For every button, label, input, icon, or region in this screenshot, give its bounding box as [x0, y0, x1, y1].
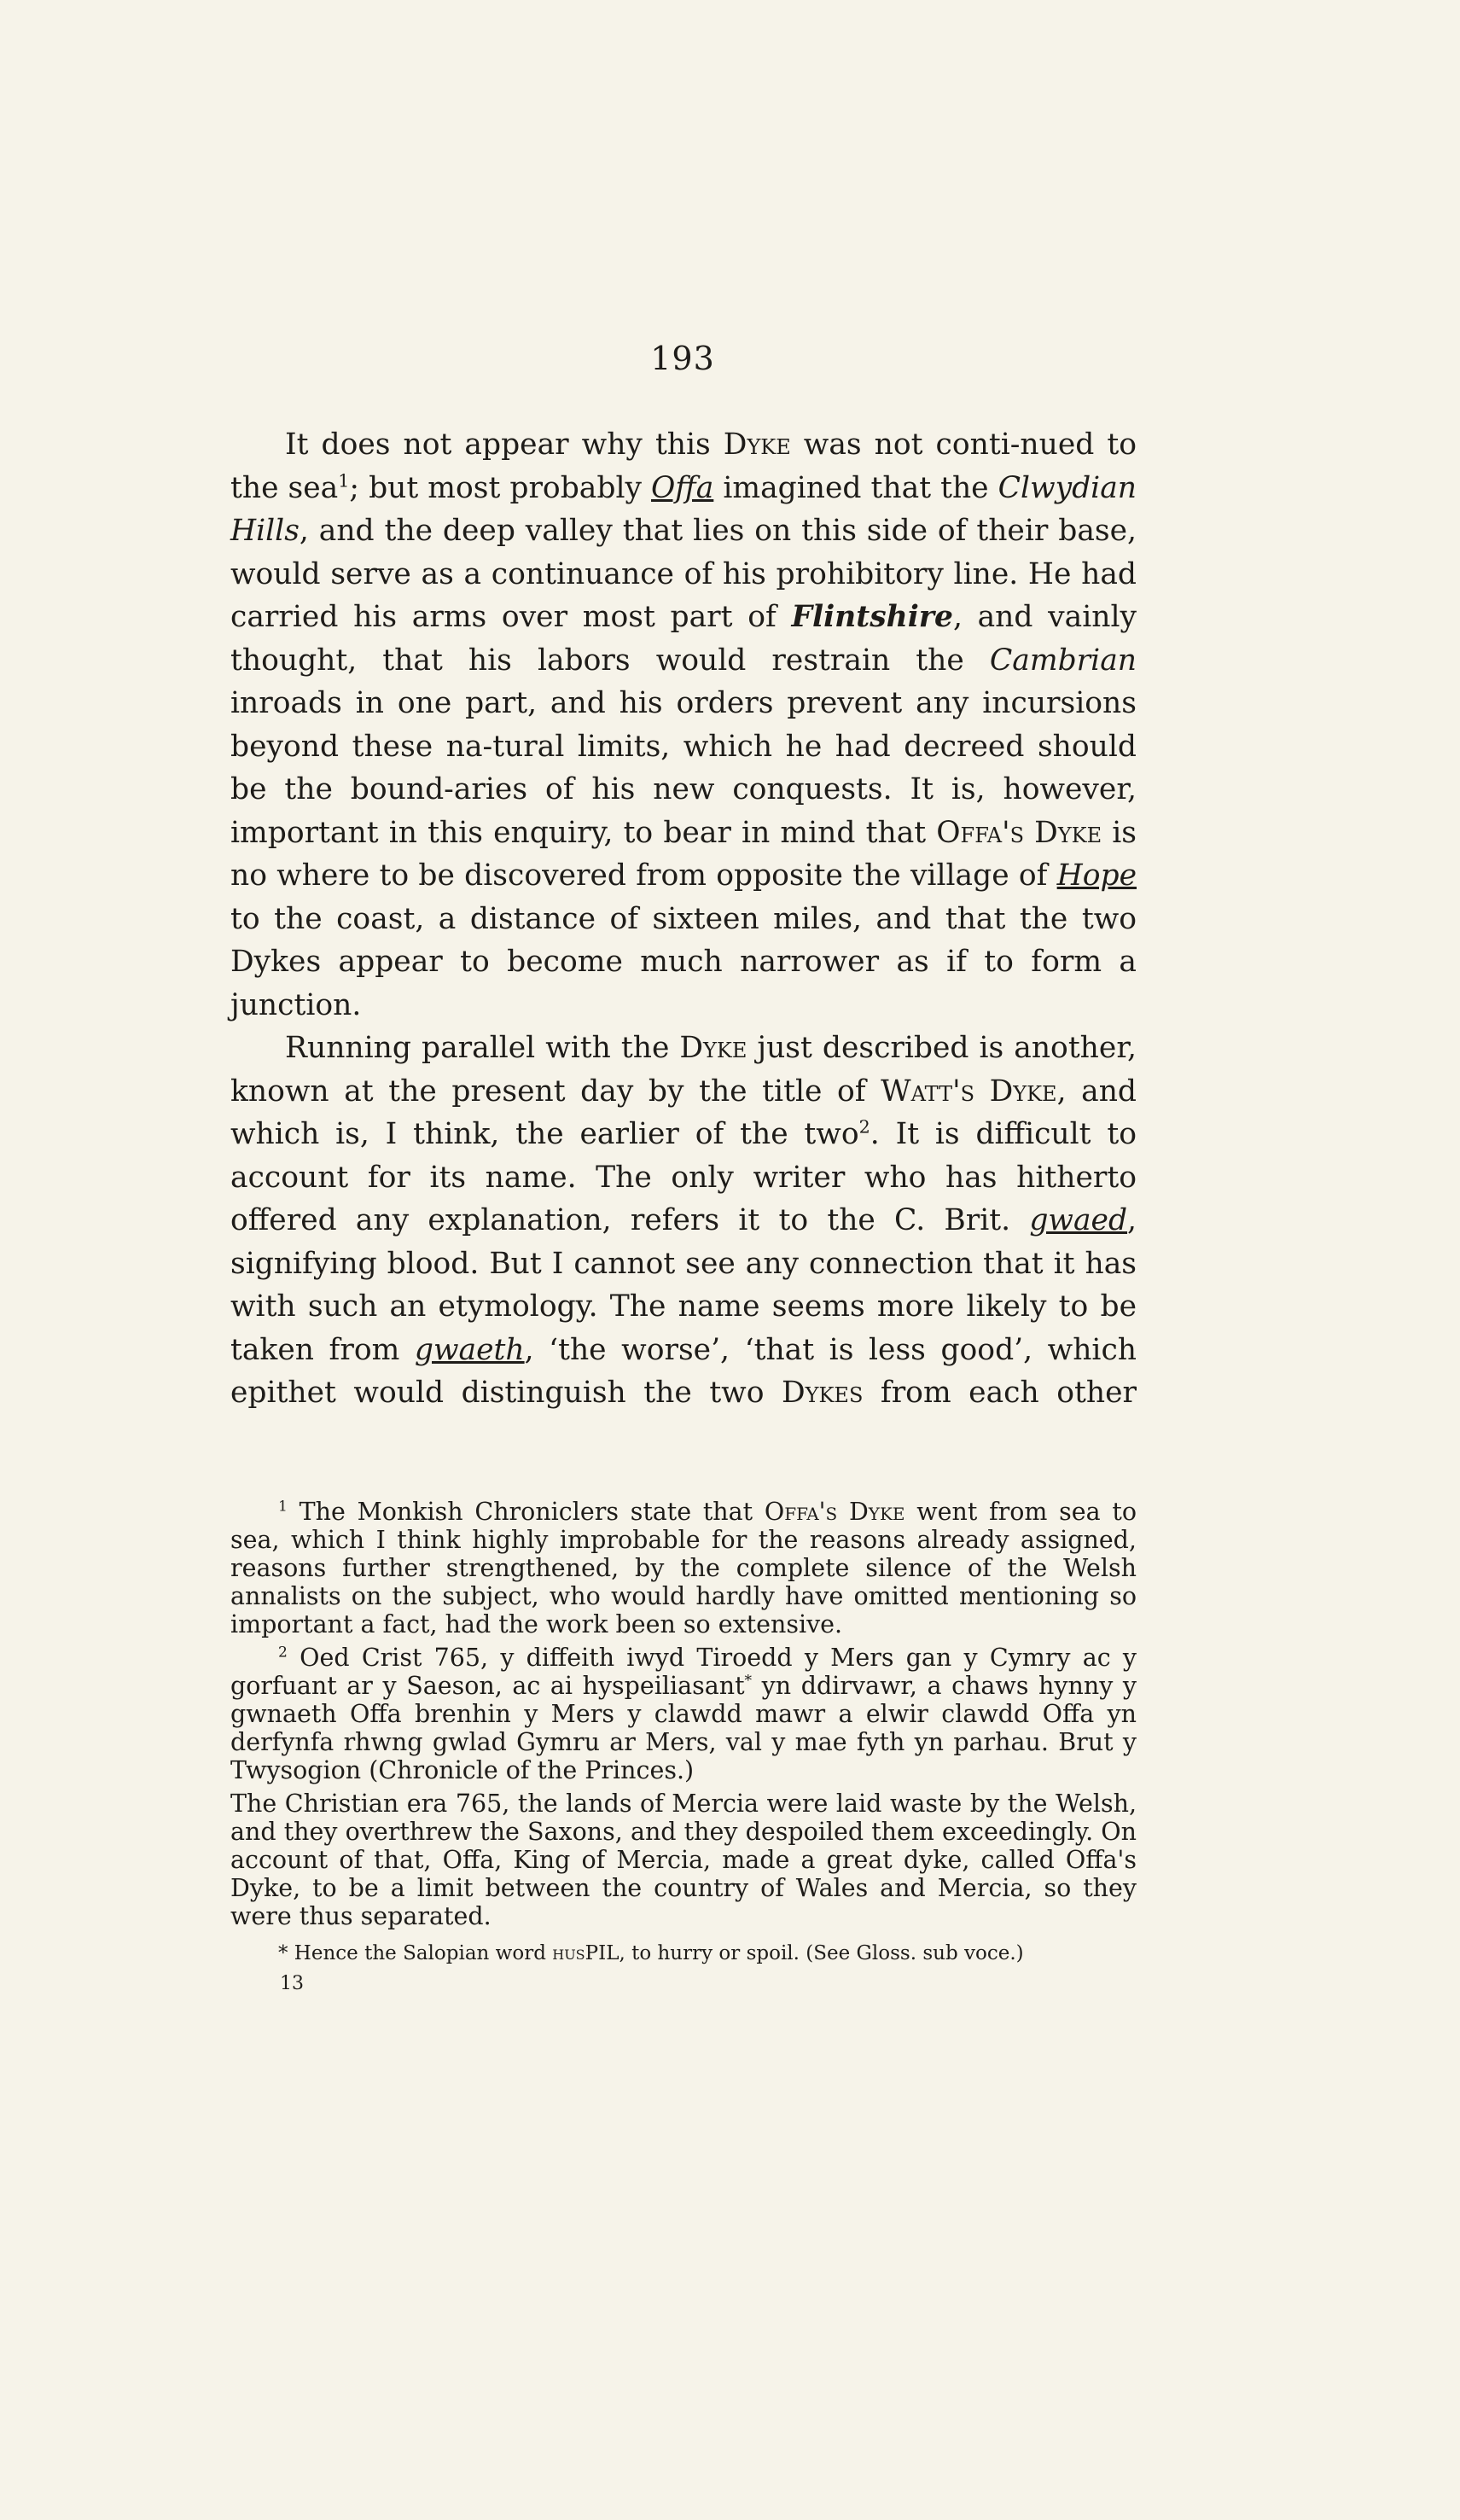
- footnote-2-english: The Christian era 765, the lands of Mercia were laid waste by the Welsh, and they overthrew the Saxons, and they despoiled them exceedingly. On account of that, Offa, King of Mercia, made a great dyke, called Offa's Dyke, to be a limit between the country of Wales and Mercia, so they were thus separated.: [230, 1790, 1137, 1930]
- text-run: , and the deep valley that lies on this side of their base, would serve as a continuance of his prohibitory line. He had carried his arms over most part of: [230, 514, 1137, 634]
- footnote-2-welsh: [230, 1644, 1137, 1784]
- text-run: to the coast, a distance of sixteen miles, and that the two Dykes appear to become much narrower as if to form a junction.: [230, 901, 1137, 1022]
- small-caps-offas-dyke: Offa's Dyke: [936, 815, 1102, 850]
- text-run: Running parallel with the: [285, 1031, 680, 1065]
- footnote-marker-1: 1: [278, 1498, 288, 1516]
- paragraph-1: [230, 423, 1137, 1027]
- text-run: Oed Crist 765, y diffeith iwyd Tiroedd y Mers gan y Cymry ac y gorfuant ar y Saeson, ac ai hyspeiliasant: [230, 1644, 1137, 1700]
- text-run: , and vainly thought, that his labors would restrain the: [230, 600, 1137, 678]
- italic-flintshire: Flintshire: [791, 600, 953, 634]
- small-caps-offas-dyke: Offa's Dyke: [764, 1498, 905, 1526]
- italic-hope: Hope: [1056, 858, 1137, 893]
- text-run: , signifying blood. But I cannot see any connection that it has with such an etymology. The name seems more likely to be taken from: [230, 1203, 1137, 1367]
- text-run: is no where to be discovered from opposite the village of: [230, 815, 1137, 893]
- text-run: from each other: [863, 1376, 1137, 1410]
- text-run: just described is another, known at the present day by the title of: [230, 1031, 1137, 1109]
- footnote-1: [230, 1498, 1137, 1638]
- small-caps-dyke: Dyke: [723, 428, 791, 462]
- small-caps-dykes: Dykes: [782, 1376, 864, 1410]
- italic-offa: Offa: [651, 470, 714, 505]
- footnotes: [230, 1498, 1137, 1966]
- text-run: , to hurry or spoil. (See Gloss. sub voce.): [619, 1942, 1024, 1964]
- text-run: went from sea to sea, which I think highly improbable for the reasons already assigned, reasons further strengthened, by the complete silence of the Welsh annalists on the subject, who would hardly have omitted mentioning so important a fact, had the work been so extensive.: [230, 1498, 1137, 1638]
- italic-gwaed: gwaed: [1029, 1203, 1128, 1237]
- main-text: [230, 423, 1137, 1415]
- text-run: It does not appear why this: [285, 428, 724, 462]
- text-run: , and which is, I think, the earlier of the two: [230, 1074, 1137, 1151]
- text-run: . It is difficult to account for its name. The only writer who has hitherto offered any explanation, refers it to the C. Brit.: [230, 1117, 1137, 1237]
- small-caps-watts-dyke: Watt's Dyke: [881, 1074, 1057, 1109]
- text-run: inroads in one part, and his orders prevent any incursions beyond these na-tural limits, which he had decreed should be the bound-aries of his new conquests. It is, however, important in this enquiry, to bear in mind that: [230, 686, 1137, 850]
- italic-cambrian: Cambrian: [989, 643, 1137, 678]
- text-run: The Monkish Chroniclers state that: [287, 1498, 765, 1526]
- asterisk-ref: *: [744, 1672, 753, 1690]
- text-run: ; but most probably: [349, 470, 652, 505]
- italic-gwaeth: gwaeth: [414, 1332, 525, 1367]
- page-number: 193: [650, 340, 715, 377]
- small-caps-dyke: Dyke: [679, 1031, 747, 1065]
- signature-mark: 13: [280, 1973, 304, 1994]
- footnote-ref-2: 2: [858, 1116, 870, 1138]
- footnote-ref-1: 1: [338, 470, 350, 491]
- text-run: imagined that the: [713, 470, 998, 505]
- paragraph-2: [230, 1027, 1137, 1415]
- text-run: , ‘the worse’, ‘that is less good’, which epithet would distinguish the two: [230, 1332, 1137, 1410]
- text-run: yn ddirvawr, a chaws hynny y gwnaeth Offa brenhin y Mers y clawdd mawr a elwir clawdd Offa yn derfynfa rhwng gwlad Gymru ar Mers, val y mae fyth yn parhau. Brut y Twysogion (Chronicle of the Princes.): [230, 1672, 1137, 1784]
- text-run: * Hence the Salopian word: [278, 1942, 553, 1964]
- footnote-marker-2: 2: [278, 1644, 288, 1662]
- asterisk-note: [278, 1941, 1137, 1966]
- italic-clwydian-hills: Clwydian Hills: [230, 470, 1137, 548]
- text-run: was not conti-nued to the sea: [230, 428, 1137, 505]
- small-caps-huspil: husPIL: [552, 1942, 619, 1964]
